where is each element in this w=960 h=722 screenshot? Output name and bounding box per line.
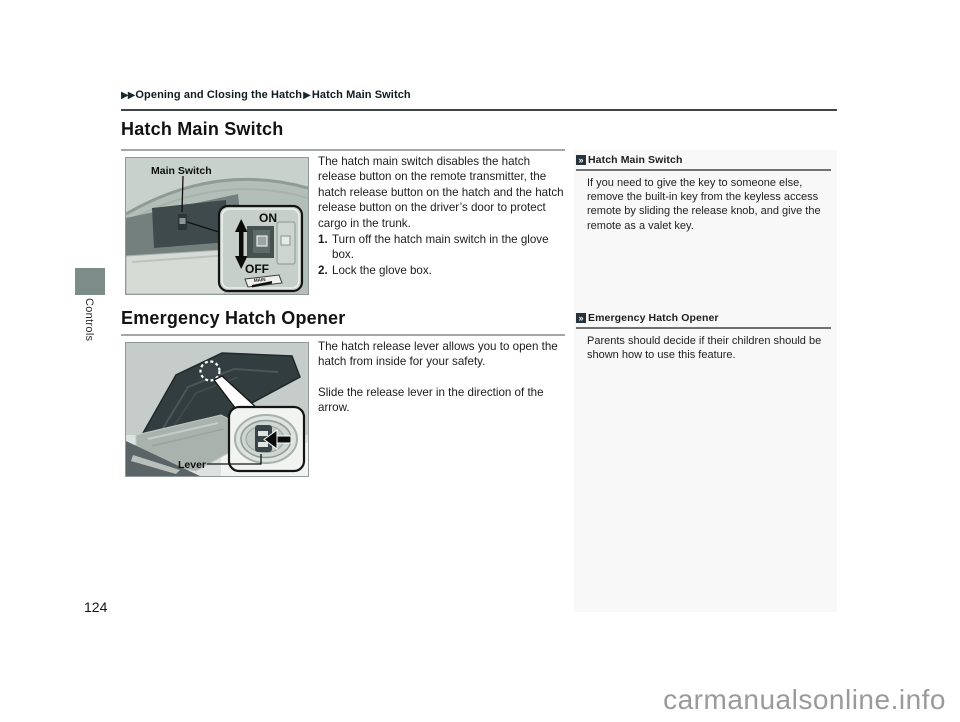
breadcrumb-arrows-icon: ▶▶ <box>121 90 135 101</box>
glovebox-switch-illustration <box>126 158 308 294</box>
reference-icon: » <box>576 313 586 323</box>
watermark: carmanualsonline.info <box>663 684 946 715</box>
section2-paragraph2: Slide the release lever in the direction of the arrow. <box>318 385 544 415</box>
figure1-label: Main Switch <box>151 165 212 177</box>
step2-number: 2. <box>318 263 328 277</box>
hatch-lever-illustration <box>126 343 308 476</box>
note1-body: If you need to give the key to someone else, remove the built-in key from the keyless access remote by sliding the release knob, and give the remote as a valet key. <box>587 177 821 232</box>
breadcrumb-level1: Opening and Closing the Hatch <box>135 89 303 101</box>
lever-callout <box>229 407 304 471</box>
breadcrumb <box>121 89 411 101</box>
section2-title: Emergency Hatch Opener <box>121 308 346 328</box>
section2-title-rule <box>121 334 565 336</box>
step1-number: 1. <box>318 233 328 247</box>
main-sticker-text: MAIN <box>253 276 266 283</box>
reference-icon: » <box>576 155 586 165</box>
reference-sidebar <box>574 150 837 612</box>
chapter-tab-label: Controls <box>83 298 95 342</box>
section1-paragraph: The hatch main switch disables the hatch release button on the remote transmitter, the hatch release button on the hatch and the hatch release button on the driver’s door to protect cargo in the trunk. <box>318 155 564 230</box>
step2-text: Lock the glove box. <box>332 263 432 277</box>
section1-step-2 <box>318 263 570 278</box>
breadcrumb-level2: Hatch Main Switch <box>311 89 411 101</box>
note-emergency-hatch-opener <box>574 312 837 362</box>
header-rule <box>121 109 837 111</box>
step1-text: Turn off the hatch main switch in the glove box. <box>332 233 549 262</box>
chapter-tab-marker <box>75 268 105 295</box>
page-number: 124 <box>84 599 108 615</box>
figure-emergency-hatch-opener <box>125 342 309 477</box>
figure-hatch-main-switch <box>125 157 309 295</box>
breadcrumb-separator-icon: ▶ <box>303 90 311 101</box>
note1-title: Hatch Main Switch <box>588 154 683 166</box>
switch-callout <box>219 206 302 291</box>
section1-step-1 <box>318 232 570 263</box>
note2-title: Emergency Hatch Opener <box>588 312 719 324</box>
section1-title-rule <box>121 149 565 151</box>
section1-body <box>318 154 570 278</box>
section1-title: Hatch Main Switch <box>121 119 284 139</box>
lever-location-circle <box>201 362 220 381</box>
note2-body: Parents should decide if their children should be shown how to use this feature. <box>587 335 822 362</box>
note-hatch-main-switch <box>574 154 837 233</box>
figure2-label: Lever <box>178 459 207 471</box>
glovebox-cavity <box>152 200 228 248</box>
section2-body <box>318 339 570 416</box>
switch-on-label: ON <box>259 211 277 225</box>
section2-paragraph1: The hatch release lever allows you to open the hatch from inside for your safety. <box>318 340 558 369</box>
switch-off-label: OFF <box>245 262 269 276</box>
